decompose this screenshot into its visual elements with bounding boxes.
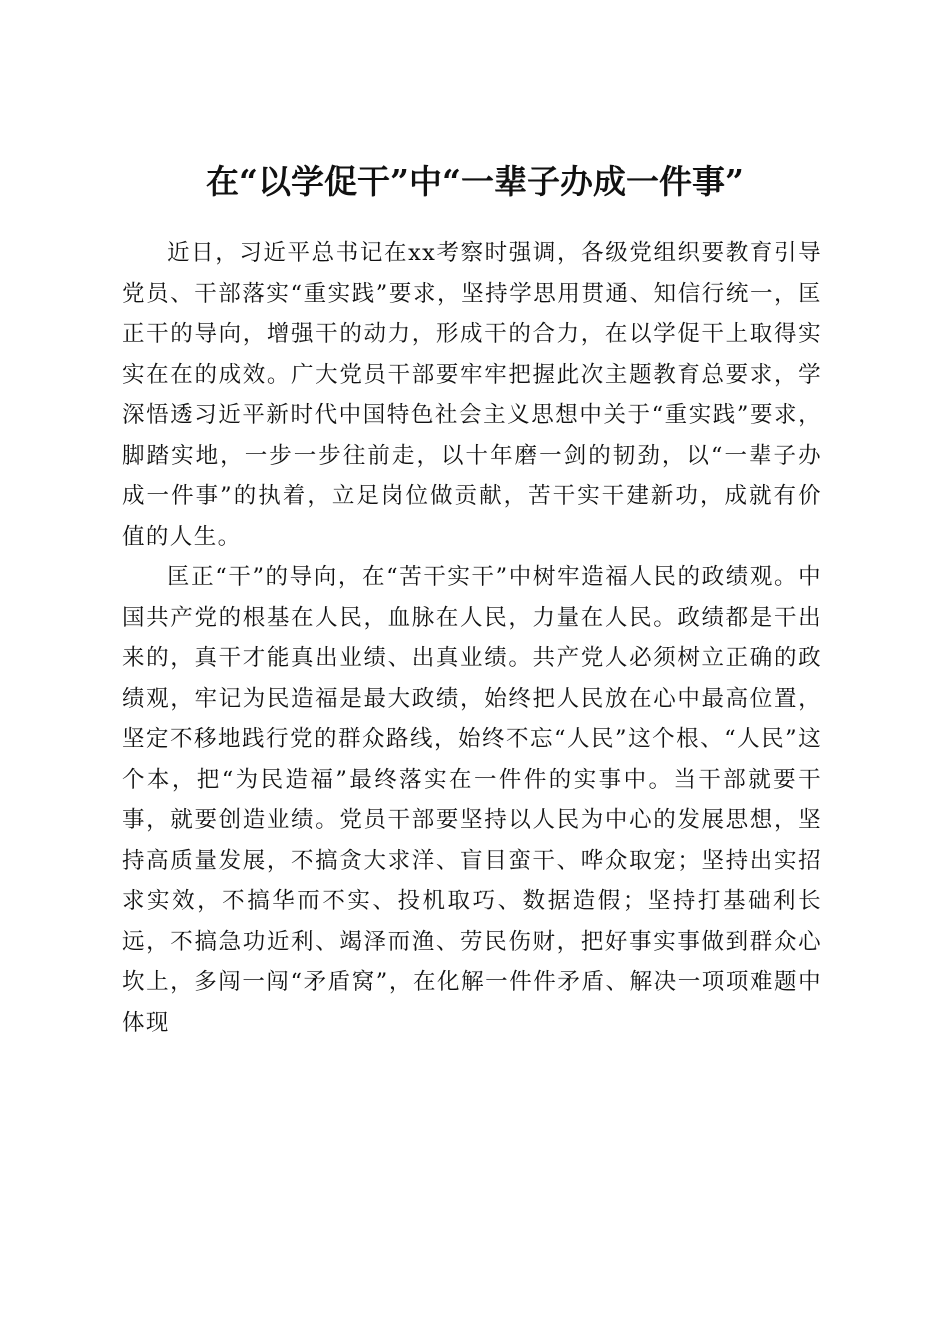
- document-title: 在“以学促干”中“一辈子办成一件事”: [206, 162, 744, 202]
- paragraph-1: 近日，习近平总书记在xx考察时强调，各级党组织要教育引导党员、干部落实“重实践”要求，坚持学思用贯通、知信行统一，匡正干的导向，增强干的动力，形成干的合力，在以学促干上取得实实在在的成效。广大党员干部要牢牢把握此次主题教育总要求，学深悟透习近平新时代中国特色社会主义思想中关于“重实践”要求，脚踏实地，一步一步往前走，以十年磨一剑的韧劲，以“一辈子办成一件事”的执着，立足岗位做贡献，苦干实干建新功，成就有价值的人生。: [122, 240, 822, 550]
- document-body: [122, 233, 822, 1043]
- paragraph-2: 匡正“干”的导向，在“苦干实干”中树牢造福人民的政绩观。中国共产党的根基在人民，血脉在人民，力量在人民。政绩都是干出来的，真干才能真出业绩、出真业绩。共产党人必须树立正确的政绩观，牢记为民造福是最大政绩，始终把人民放在心中最高位置，坚定不移地践行党的群众路线，始终不忘“人民”这个根、“人民”这个本，把“为民造福”最终落实在一件件的实事中。当干部就要干事，就要创造业绩。党员干部要坚持以人民为中心的发展思想，坚持高质量发展，不搞贪大求洋、盲目蛮干、哗众取宠；坚持出实招求实效，不搞华而不实、投机取巧、数据造假；坚持打基础利长远，不搞急功近利、竭泽而渔、劳民伤财，把好事实事做到群众心坎上，多闯一闯“矛盾窝”，在化解一件件矛盾、解决一项项难题中体现: [122, 564, 822, 1036]
